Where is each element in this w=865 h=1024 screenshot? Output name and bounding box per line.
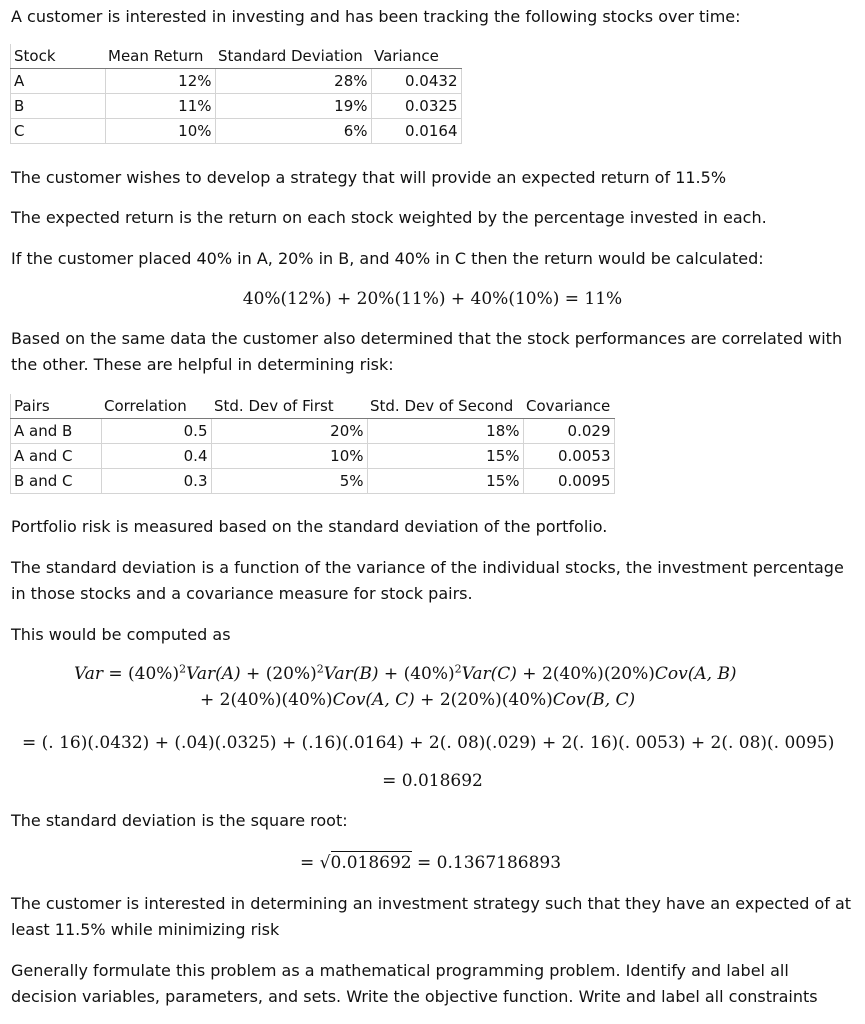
- table-cell: 10%: [105, 119, 215, 144]
- stddev-text: The standard deviation is a function of the variance of the individual stocks, the investment percentage in those stocks and a covariance measure for stock pairs.: [11, 558, 844, 603]
- table-cell: B: [11, 94, 106, 119]
- table-cell: 0.0325: [371, 94, 461, 119]
- radicand: 0.018692: [330, 853, 412, 873]
- return-equation: 40%(12%) + 20%(11%) + 40%(10%) = 11%: [242, 289, 623, 309]
- cov-ab: Cov(A, B): [654, 664, 737, 684]
- table-header-row: [11, 394, 615, 419]
- table-cell: A and C: [11, 444, 102, 469]
- table-cell: 15%: [367, 469, 523, 494]
- table-cell: 0.0053: [523, 444, 614, 469]
- table-cell: 0.029: [523, 419, 614, 444]
- exponent: 2: [316, 662, 324, 676]
- table-cell: 15%: [367, 444, 523, 469]
- stock-table: [10, 44, 462, 144]
- table-cell: 5%: [211, 469, 367, 494]
- variance-equation-line-2: [200, 689, 635, 711]
- expected-return-text: The expected return is the return on each stock weighted by the percentage invested in each.: [11, 208, 767, 227]
- sqrt-text: The standard deviation is the square root:: [11, 811, 348, 830]
- table-cell: 18%: [367, 419, 523, 444]
- cov-ac: Cov(A, C): [332, 690, 415, 710]
- goal-text: The customer wishes to develop a strategy that will provide an expected return of 11.5%: [11, 168, 727, 187]
- table-cell: 19%: [215, 94, 371, 119]
- table-cell: 0.0095: [523, 469, 614, 494]
- weight-b: (20%): [265, 664, 317, 684]
- weight-c: (40%): [403, 664, 455, 684]
- cov-ac-coef: + 2(40%)(40%): [200, 690, 333, 710]
- cov-ab-coef: 2(40%)(20%): [541, 664, 655, 684]
- column-header: Std. Dev of First: [211, 394, 367, 419]
- var-b: Var(B): [323, 664, 379, 684]
- weight-a: (40%): [128, 664, 180, 684]
- variance-result: = 0.018692: [382, 771, 483, 791]
- table-row: [11, 444, 615, 469]
- table-row: [11, 419, 615, 444]
- column-header: Variance: [371, 44, 461, 69]
- table-cell: A: [11, 69, 106, 94]
- table-cell: 0.0164: [371, 119, 461, 144]
- column-header: Correlation: [101, 394, 211, 419]
- table-cell: 0.0432: [371, 69, 461, 94]
- table-cell: 20%: [211, 419, 367, 444]
- table-row: [11, 69, 462, 94]
- table-row: [11, 94, 462, 119]
- table-cell: 0.5: [101, 419, 211, 444]
- interest-text: The customer is interested in determining an investment strategy such that they have an expected of at least 11.5% while minimizing risk: [11, 894, 852, 939]
- variance-symbol: Var: [74, 664, 103, 684]
- equals-sign: =: [300, 853, 315, 873]
- table-row: [11, 119, 462, 144]
- table-row: [11, 469, 615, 494]
- pairs-table: [10, 394, 615, 494]
- var-c: Var(C): [461, 664, 517, 684]
- table-cell: 0.4: [101, 444, 211, 469]
- cov-bc: Cov(B, C): [552, 690, 636, 710]
- table-header-row: [11, 44, 462, 69]
- table-cell: 28%: [215, 69, 371, 94]
- cov-bc-coef: + 2(20%)(40%): [414, 690, 553, 710]
- exponent: 2: [179, 662, 187, 676]
- table-cell: B and C: [11, 469, 102, 494]
- var-a: Var(A): [186, 664, 241, 684]
- intro-text: A customer is interested in investing and has been tracking the following stocks over time:: [11, 7, 741, 26]
- column-header: Stock: [11, 44, 106, 69]
- table-cell: 10%: [211, 444, 367, 469]
- sqrt-equation: [300, 852, 561, 874]
- exponent: 2: [454, 662, 462, 676]
- stddev-result: = 0.1367186893: [417, 853, 562, 873]
- numeric-equation: = (. 16)(.0432) + (.04)(.0325) + (.16)(.0164) + 2(. 08)(.029) + 2(. 16)(. 0053) + 2(. 08)(. 0095): [22, 733, 835, 753]
- example-text: If the customer placed 40% in A, 20% in B, and 40% in C then the return would be calculated:: [11, 249, 764, 268]
- table-cell: 11%: [105, 94, 215, 119]
- sqrt-icon: √: [319, 853, 331, 873]
- table-cell: 6%: [215, 119, 371, 144]
- risk-text: Portfolio risk is measured based on the standard deviation of the portfolio.: [11, 517, 608, 536]
- formulate-text: Generally formulate this problem as a mathematical programming problem. Identify and label all decision variables, parameters, and sets. Write the objective function. Write and label all constraints: [11, 961, 818, 1006]
- column-header: Std. Dev of Second: [367, 394, 523, 419]
- correlation-text: Based on the same data the customer also determined that the stock performances are correlated with the other. These are helpful in determining risk:: [11, 329, 843, 374]
- column-header: Mean Return: [105, 44, 215, 69]
- variance-equation-line-1: Var = $(40\%)^2Var(A) + (20\%)^2Var(B) + (40\%)^2Var(C) + 2(40\%)(20\%)Cov(A$, B): [74, 662, 737, 684]
- computed-text: This would be computed as: [11, 625, 231, 644]
- table-cell: 12%: [105, 69, 215, 94]
- column-header: Pairs: [11, 394, 102, 419]
- column-header: Covariance: [523, 394, 614, 419]
- table-cell: A and B: [11, 419, 102, 444]
- table-cell: 0.3: [101, 469, 211, 494]
- column-header: Standard Deviation: [215, 44, 371, 69]
- table-cell: C: [11, 119, 106, 144]
